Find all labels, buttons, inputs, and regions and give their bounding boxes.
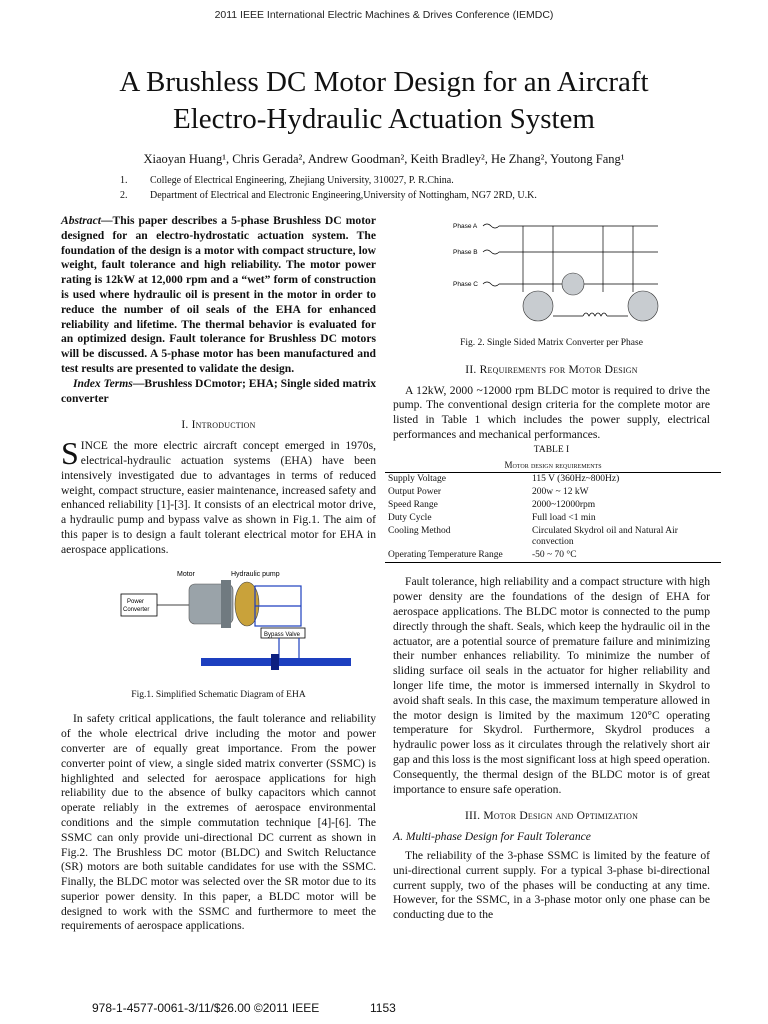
requirements-table bbox=[385, 473, 721, 562]
phase-b-source bbox=[483, 250, 499, 254]
table-cell-value: Full load <1 min bbox=[532, 513, 596, 524]
section-heading-requirements: II. Requirements for Motor Design bbox=[465, 362, 638, 376]
converter-label-line-1: Power bbox=[127, 598, 145, 605]
switch-magnifier-right bbox=[628, 291, 658, 321]
affiliation-text: College of Electrical Engineering, Zhejiang University, 310027, P. R.China. bbox=[150, 175, 454, 186]
phase-a-source bbox=[483, 224, 499, 228]
table-cell-value: 200w ~ 12 kW bbox=[532, 487, 589, 498]
table-subtitle: Motor design requirements bbox=[385, 458, 721, 474]
table-cell-value: -50 ~ 70 °C bbox=[532, 550, 577, 561]
title-line-1: A Brushless DC Motor Design for an Aircraft bbox=[119, 66, 649, 98]
table-cell-key: Duty Cycle bbox=[388, 513, 432, 524]
affiliation-2 bbox=[120, 188, 680, 203]
requirements-paragraph-1: A 12kW, 2000 ~12000 rpm BLDC motor is required to drive the pump. The conventional design criteria for the complete motor are listed in Table 1 which includes the power supply, electrical performances and mechanical performances. bbox=[393, 383, 710, 441]
abstract-text: —This paper describes a 5-phase Brushless DC motor designed for an electro-hydrostatic actuation system. The foundation of the design is a motor with compact structure, low weight, fault tolerance and high reliability. The motor power rating is 12kW at 12,000 rpm and a “wet” form of construction is used where hydraulic oil is present in the motor in order to reduce the number of oil seals of the EHA for enhanced reliability and lifetime. The thermal behavior is evaluated for an optimized design. Fault tolerance for Brushless DC motors will be discussed. A 5-phase motor has been manufactured and test results are presented to validate the design. bbox=[61, 214, 376, 375]
motor-label: Motor bbox=[177, 570, 195, 578]
motor-flange bbox=[221, 580, 231, 628]
actuator-piston bbox=[271, 654, 279, 670]
table-cell-key: Cooling Method bbox=[388, 526, 451, 537]
intro-paragraph-1-text: INCE the more electric aircraft concept emerged in 1970s, electrical-hydraulic actuation systems (EHA) have been intensively investigated due to advantages in terms of reduced weight, compact structure, easier maintenance, increased safety and enhanced reliability [1]-[3]. It consists of an electrical motor drive, a hydraulic pump and bypass valve as shown in Fig.1. The aim of this paper is to design a fault tolerant electrical motor for EHA in aerospace applications. bbox=[61, 439, 376, 556]
abstract bbox=[61, 214, 376, 377]
table-title: TABLE I bbox=[533, 444, 570, 455]
index-terms bbox=[61, 377, 376, 407]
affiliation-number: 2. bbox=[120, 190, 128, 201]
switch-magnifier-left bbox=[523, 291, 553, 321]
design-paragraph-1: The reliability of the 3-phase SSMC is limited by the feature of uni-directional current supply. For a typical 3-phase bi-directional current supply, two of the phases will be conducting at any time. However, for the SSMC, in a 3-phase motor only one phase can be conducting due to the bbox=[393, 848, 710, 922]
table-row bbox=[385, 525, 721, 549]
footer-isbn: 978-1-4577-0061-3/11/$26.00 ©2011 IEEE bbox=[92, 1001, 320, 1015]
table-cell-key: Supply Voltage bbox=[388, 474, 446, 485]
phase-a-label: Phase A bbox=[453, 223, 478, 230]
phase-b-label: Phase B bbox=[453, 249, 478, 256]
figure-1-eha-schematic bbox=[61, 566, 376, 686]
paper-title bbox=[0, 64, 768, 138]
intro-paragraph-2: In safety critical applications, the fault tolerance and reliability of the whole electrical drive including the motor and power converter are of equally great importance. From the power converter point of view, a single sided matrix converter (SSMC) is highlighted and selected for aerospace applications for high reliability due to the absence of bulky capacitors which cannot operate reliably in the extremes of aerospace environmental conditions and the simple commutation technique [4]-[6]. The SSMC can only provide uni-directional DC current as shown in Fig.2. The Brushless DC motor (BLDC) and Switch Reluctance (SR) motors are both suitable candidates for use with the SSMC. Finally, the BLDC motor was selected over the SR motor due to its superior power density. In this paper, a BLDC motor will be designed to work with the SSMC and furthermore to meet the requirements of aerospace applications. bbox=[61, 712, 376, 933]
table-bottom-rule bbox=[385, 562, 721, 563]
table-cell-key: Output Power bbox=[388, 487, 442, 498]
conference-header: 2011 IEEE International Electric Machines & Drives Conference (IEMDC) bbox=[214, 9, 554, 21]
affiliation-1 bbox=[120, 173, 680, 188]
eha-schematic-diagram bbox=[61, 566, 376, 686]
table-cell-value: Circulated Skydrol oil and Natural Air convection bbox=[532, 526, 678, 548]
right-column bbox=[388, 214, 710, 923]
table-cell-key: Operating Temperature Range bbox=[388, 550, 503, 561]
index-terms-label: Index Terms bbox=[73, 376, 133, 390]
affiliation-number: 1. bbox=[120, 175, 128, 186]
table-row bbox=[385, 486, 721, 499]
affiliations bbox=[120, 173, 680, 203]
author-list: Xiaoyan Huang¹, Chris Gerada², Andrew Goodman², Keith Bradley², He Zhang², Youtong Fang¹ bbox=[143, 152, 625, 166]
left-column bbox=[61, 214, 376, 934]
table-cell-value: 2000~12000rpm bbox=[532, 500, 596, 511]
ssmc-diagram bbox=[453, 214, 673, 332]
section-heading-introduction: I. Introduction bbox=[181, 418, 256, 432]
table-cell-value: 115 V (360Hz~800Hz) bbox=[532, 474, 620, 485]
figure-1-caption: Fig.1. Simplified Schematic Diagram of EHA bbox=[131, 689, 306, 700]
converter-label-line-2: Converter bbox=[123, 606, 150, 613]
page-number: 1153 bbox=[370, 1001, 396, 1015]
bypass-valve-label: Bypass Valve bbox=[264, 631, 300, 638]
phase-winding bbox=[583, 313, 607, 316]
pump-label: Hydraulic pump bbox=[231, 570, 280, 578]
table-row bbox=[385, 512, 721, 525]
abstract-label: Abstract bbox=[61, 214, 101, 227]
requirements-paragraph-2: Fault tolerance, high reliability and a compact structure with high power density are the foundations of the design of EHA for aerospace applications. The BLDC motor is connected to the pump directly through the shaft. Seals, which keep the hydraulic oil in the actuator, are a potential source of premature failure and minimizing their number enhances reliability. To minimize the number of sliding surface oil seals in the actuator for higher reliability and longer life time, the motor is immersed internally in Skydrol to avoid shaft seals. In this case, the maximum temperature allowed in the motor design is limited by the maximum 120°C operating temperature for Skydrol. Furthermore, Skydrol produces a hydraulic power loss as it circulates through the relatively short air gap and this loss is the most significant loss at high speed operation. Consequently, the thermal design of the BLDC motor is of great importance to ensure safe operation. bbox=[393, 575, 710, 796]
subsection-heading-multiphase: A. Multi-phase Design for Fault Tolerance bbox=[393, 830, 591, 844]
table-row bbox=[385, 473, 721, 486]
table-cell-key: Speed Range bbox=[388, 500, 438, 511]
index-terms-text: —Brushless DCmotor; EHA; Single sided matrix converter bbox=[61, 376, 376, 405]
affiliation-text: Department of Electrical and Electronic Engineering,University of Nottingham, NG7 2RD, U.K. bbox=[150, 190, 537, 201]
table-row bbox=[385, 499, 721, 512]
figure-2-ssmc bbox=[453, 214, 710, 334]
intro-paragraph-1 bbox=[61, 435, 376, 557]
drop-cap: S bbox=[61, 435, 79, 472]
switch-magnifier-mid bbox=[562, 273, 584, 295]
section-heading-design: III. Motor Design and Optimization bbox=[464, 809, 639, 823]
phase-c-label: Phase C bbox=[453, 281, 478, 288]
table-row bbox=[385, 549, 721, 562]
phase-c-source bbox=[483, 282, 499, 286]
title-line-2: Electro-Hydraulic Actuation System bbox=[172, 103, 595, 135]
figure-2-caption: Fig. 2. Single Sided Matrix Converter per Phase bbox=[460, 338, 643, 348]
